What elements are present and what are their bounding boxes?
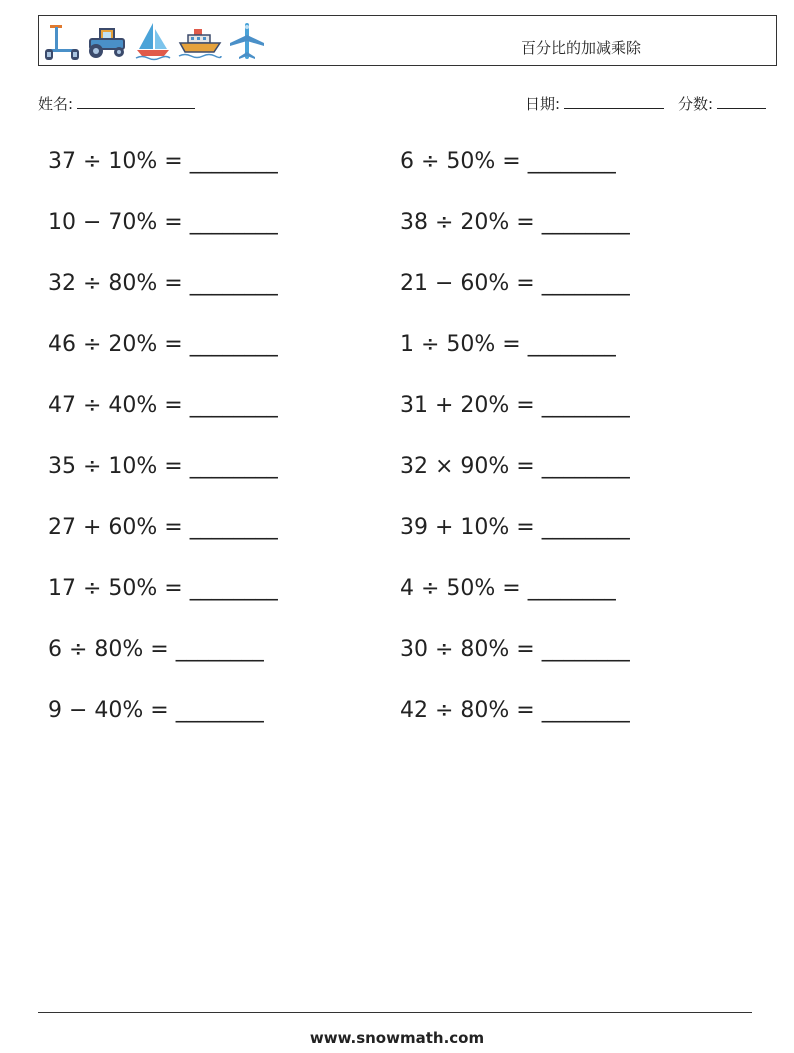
score-blank[interactable] [717,94,766,109]
airplane-icon [228,21,266,61]
problem-right-6: 32 × 90% = ________ [400,454,630,479]
score-field [678,93,766,114]
scooter-icon [44,21,80,61]
problem-left-1: 37 ÷ 10% = ________ [48,149,278,174]
header-box [38,15,777,66]
problem-right-2: 38 ÷ 20% = ________ [400,210,630,235]
date-blank[interactable] [564,94,664,109]
problem-left-3: 32 ÷ 80% = ________ [48,271,278,296]
ship-icon [178,21,222,61]
problem-left-6: 35 ÷ 10% = ________ [48,454,278,479]
problem-left-9: 6 ÷ 80% = ________ [48,637,264,662]
problem-right-8: 4 ÷ 50% = ________ [400,576,616,601]
problem-left-10: 9 − 40% = ________ [48,698,264,723]
problem-right-7: 39 + 10% = ________ [400,515,630,540]
header-icons [44,21,266,61]
problem-right-4: 1 ÷ 50% = ________ [400,332,616,357]
problem-right-10: 42 ÷ 80% = ________ [400,698,630,723]
problem-left-4: 46 ÷ 20% = ________ [48,332,278,357]
date-label: 日期: [525,95,561,113]
problem-left-7: 27 + 60% = ________ [48,515,278,540]
name-field [38,93,195,114]
name-label: 姓名: [38,95,74,113]
score-label: 分数: [678,95,714,113]
date-field [525,93,664,114]
tractor-icon [86,21,128,61]
problem-left-2: 10 − 70% = ________ [48,210,278,235]
footer-divider [38,1012,752,1013]
problem-right-9: 30 ÷ 80% = ________ [400,637,630,662]
problem-right-5: 31 + 20% = ________ [400,393,630,418]
problem-left-5: 47 ÷ 40% = ________ [48,393,278,418]
problem-right-3: 21 − 60% = ________ [400,271,630,296]
worksheet-title: 百分比的加减乘除 [521,39,642,57]
name-blank[interactable] [77,94,195,109]
footer-url[interactable]: www.snowmath.com [309,1029,485,1047]
problem-right-1: 6 ÷ 50% = ________ [400,149,616,174]
sailboat-icon [134,21,172,61]
problem-left-8: 17 ÷ 50% = ________ [48,576,278,601]
